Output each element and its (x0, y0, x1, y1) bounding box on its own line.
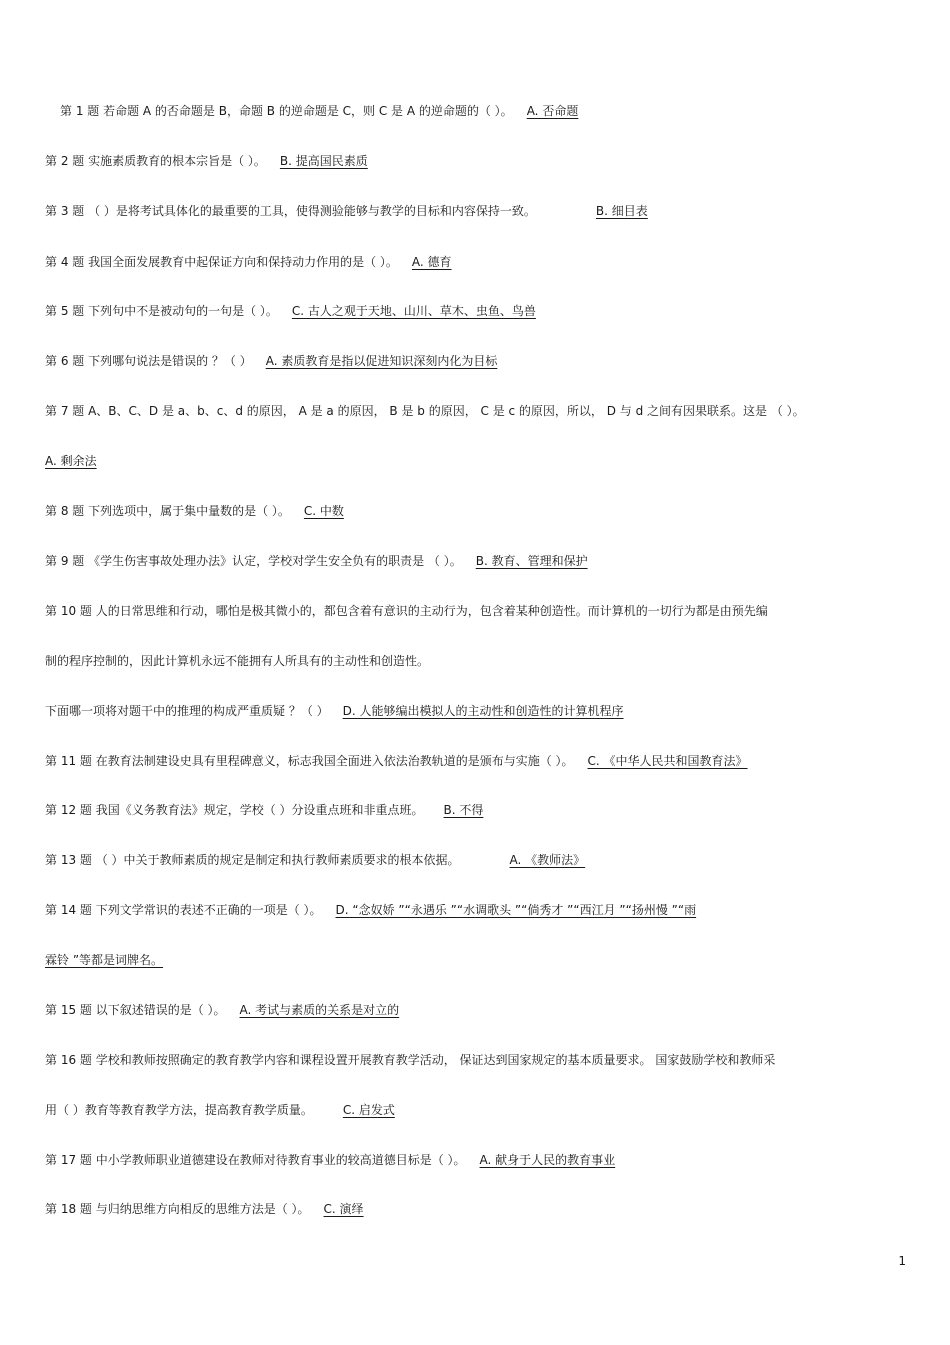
question-text: 第 3 题 （ ）是将考试具体化的最重要的工具，使得测验能够与教学的目标和内容保持一致。 (45, 204, 536, 218)
question-text: 第 11 题 在教育法制建设史具有里程碑意义，标志我国全面进入依法治教轨道的是颁布与实施（ ）。 (45, 754, 574, 768)
question-text: 制的程序控制的，因此计算机永远不能拥有人所具有的主动性和创造性。 (45, 654, 430, 668)
question-text: 第 15 题 以下叙述错误的是（ ）。 (45, 1003, 226, 1017)
question-3 (45, 203, 648, 219)
question-16 (45, 1052, 775, 1068)
question-text: 第 1 题 若命题 A 的否命题是 B，命题 B 的逆命题是 C，则 C 是 A 的逆命题的（ ）。 (60, 104, 513, 118)
question-7-answer (45, 453, 97, 469)
question-12 (45, 802, 483, 818)
answer-text: B. 细目表 (595, 204, 648, 218)
answer-text: C. 演绎 (323, 1202, 364, 1216)
question-text: 第 16 题 学校和教师按照确定的教育教学内容和课程设置开展教育教学活动， 保证达到国家规定的基本质量要求。 国家鼓励学校和教师采 (45, 1053, 776, 1067)
question-text: 第 12 题 我国《义务教育法》规定，学校（ ）分设重点班和非重点班。 (45, 803, 424, 817)
page-number: 1 (898, 1254, 906, 1268)
question-text: 第 4 题 我国全面发展教育中起保证方向和保持动力作用的是（ ）。 (45, 255, 398, 269)
answer-text: D. “念奴娇 ”“永遇乐 ”“水调歌头 ”“倘秀才 ”“西江月 ”“扬州慢 ”“雨 (335, 903, 697, 917)
question-11 (45, 753, 748, 769)
question-text: 下面哪一项将对题干中的推理的构成严重质疑 ？（ ） (45, 704, 329, 718)
answer-text: C. 古人之观于天地、山川、草木、虫鱼、鸟兽 (291, 304, 536, 318)
question-7 (45, 403, 805, 419)
question-14-answer-cont (45, 952, 163, 968)
answer-text: A. 献身于人民的教育事业 (479, 1153, 616, 1167)
answer-text: D. 人能够编出模拟人的主动性和创造性的计算机程序 (342, 704, 624, 718)
answer-text: A. 素质教育是指以促进知识深刻内化为目标 (265, 354, 498, 368)
question-10 (45, 603, 768, 619)
question-13 (45, 852, 585, 868)
question-text: 第 18 题 与归纳思维方向相反的思维方法是（ ）。 (45, 1202, 310, 1216)
answer-text: C. 中数 (303, 504, 344, 518)
question-5 (45, 303, 536, 319)
question-text: 用（ ）教育等教育教学方法，提高教育教学质量。 (45, 1103, 313, 1117)
answer-text: C. 《中华人民共和国教育法》 (587, 754, 748, 768)
question-10-line-3 (45, 703, 624, 719)
question-15 (45, 1002, 399, 1018)
question-text: 第 2 题 实施素质教育的根本宗旨是（ ）。 (45, 154, 266, 168)
question-text: 第 13 题 （ ）中关于教师素质的规定是制定和执行教师素质要求的根本依据。 (45, 853, 460, 867)
answer-text: B. 不得 (443, 803, 484, 817)
question-8 (45, 503, 344, 519)
question-text: 第 6 题 下列哪句说法是错误的 ？（ ） (45, 354, 252, 368)
answer-text: B. 教育、管理和保护 (475, 554, 588, 568)
question-text: 第 10 题 人的日常思维和行动，哪怕是极其微小的，都包含着有意识的主动行为，包含着某种创造性。而计算机的一切行为都是由预先编 (45, 604, 768, 618)
question-14 (45, 902, 696, 918)
question-17 (45, 1152, 615, 1168)
question-1 (60, 103, 578, 119)
answer-text: A. 考试与素质的关系是对立的 (239, 1003, 400, 1017)
question-text: 第 8 题 下列选项中，属于集中量数的是（ ）。 (45, 504, 290, 518)
answer-text: A. 《教师法》 (509, 853, 586, 867)
question-text: 第 7 题 A、B、C、D 是 a、b、c、d 的原因， A 是 a 的原因， B 是 b 的原因， C 是 c 的原因，所以， D 与 d 之间有因果联系。这是 （ ）。 (45, 404, 805, 418)
question-4 (45, 254, 452, 270)
question-2 (45, 153, 368, 169)
question-text: 第 5 题 下列句中不是被动句的一句是（ ）。 (45, 304, 278, 318)
question-6 (45, 353, 497, 369)
question-16-line-2 (45, 1102, 395, 1118)
question-text: 第 14 题 下列文学常识的表述不正确的一项是（ ）。 (45, 903, 322, 917)
answer-text: A. 德育 (411, 255, 452, 269)
answer-text: 霖铃 ”等都是词牌名。 (45, 953, 164, 967)
question-9 (45, 553, 588, 569)
question-text: 第 17 题 中小学教师职业道德建设在教师对待教育事业的较高道德目标是（ ）。 (45, 1153, 466, 1167)
question-text: 第 9 题 《学生伤害事故处理办法》认定，学校对学生安全负有的职责是 （ ）。 (45, 554, 462, 568)
answer-text: B. 提高国民素质 (279, 154, 368, 168)
answer-text: A. 否命题 (526, 104, 579, 118)
question-18 (45, 1201, 364, 1217)
answer-text: A. 剩余法 (45, 454, 97, 468)
question-10-line-2 (45, 653, 429, 669)
answer-text: C. 启发式 (342, 1103, 395, 1117)
